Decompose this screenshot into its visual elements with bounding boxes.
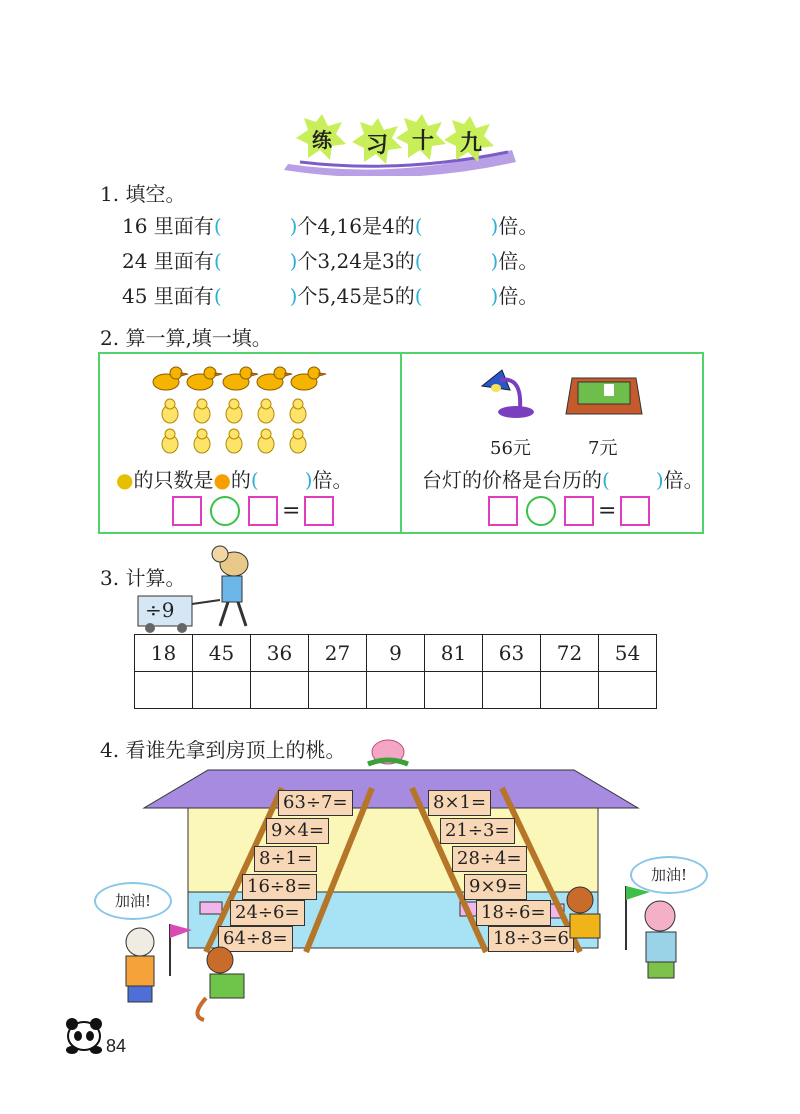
equation-box[interactable]: [248, 496, 278, 526]
cheer-bubble-right: 加油!: [630, 856, 708, 894]
cheer-bubble-left: 加油!: [94, 882, 172, 920]
dividend-cell: 27: [309, 635, 367, 672]
title-char-1: 练: [312, 128, 332, 152]
answer-cell[interactable]: [425, 672, 483, 709]
operator-circle[interactable]: [210, 496, 240, 526]
equation-box[interactable]: [488, 496, 518, 526]
answer-cell[interactable]: [135, 672, 193, 709]
left-ladder-step[interactable]: 63÷7=: [278, 790, 353, 816]
q1-row-2: 24 里面有( )个3,24是3的( )倍。: [122, 249, 539, 273]
table-row-dividends: [135, 635, 657, 672]
dividend-cell: 81: [425, 635, 483, 672]
right-ladder-step[interactable]: 9×9=: [464, 874, 527, 900]
title-banner: [280, 112, 520, 176]
dividend-cell: 54: [599, 635, 657, 672]
dividend-cell: 9: [367, 635, 425, 672]
equation-box[interactable]: [620, 496, 650, 526]
title-char-3: 十: [412, 128, 435, 154]
calendar-price: 7元: [588, 438, 618, 459]
q2-left-sentence: ●的只数是●的( )倍。: [116, 468, 353, 492]
q2-right-panel: [400, 352, 704, 534]
q2-right-sentence: 台灯的价格是台历的( )倍。: [422, 468, 704, 492]
left-ladder-step[interactable]: 24÷6=: [230, 900, 305, 926]
answer-cell[interactable]: [483, 672, 541, 709]
q1-row-3: 45 里面有( )个5,45是5的( )倍。: [122, 284, 539, 308]
answer-cell[interactable]: [251, 672, 309, 709]
desk-calendar-icon: [564, 372, 644, 420]
lamp-price: 56元: [490, 438, 531, 459]
q2-label: 2. 算一算,填一填。: [100, 326, 272, 350]
dividend-cell: 45: [193, 635, 251, 672]
answer-cell[interactable]: [367, 672, 425, 709]
duck-icon: ●: [213, 468, 231, 492]
left-ladder-step[interactable]: 16÷8=: [242, 874, 317, 900]
q2-right-equation: =: [484, 496, 654, 526]
answer-cell[interactable]: [541, 672, 599, 709]
right-ladder-step[interactable]: 8×1=: [428, 790, 491, 816]
left-ladder-step[interactable]: 64÷8=: [218, 926, 293, 952]
page-number: 84: [106, 1036, 127, 1056]
dividend-cell: 63: [483, 635, 541, 672]
equation-box[interactable]: [172, 496, 202, 526]
answer-cell[interactable]: [193, 672, 251, 709]
left-ladder-step[interactable]: 9×4=: [266, 818, 329, 844]
big-ducks-icon: [150, 364, 330, 394]
equation-box[interactable]: [564, 496, 594, 526]
q1-row-1: 16 里面有( )个4,16是4的( )倍。: [122, 214, 539, 238]
desk-lamp-icon: [476, 364, 540, 422]
equation-box[interactable]: [304, 496, 334, 526]
q2-left-equation: =: [168, 496, 338, 526]
chicks-grid-icon: [158, 398, 338, 458]
right-ladder-step[interactable]: 28÷4=: [452, 846, 527, 872]
divisor-label: ÷9: [145, 598, 175, 622]
title-char-2: 习: [366, 132, 389, 158]
right-ladder-step[interactable]: 18÷3=6: [488, 926, 574, 952]
panda-icon: [62, 1016, 108, 1056]
dividend-cell: 18: [135, 635, 193, 672]
dividend-cell: 36: [251, 635, 309, 672]
q2-left-panel: [98, 352, 402, 534]
q4-label: 4. 看谁先拿到房顶上的桃。: [100, 738, 346, 762]
answer-cell[interactable]: [309, 672, 367, 709]
monkey-and-pig-right-icon: [560, 880, 710, 990]
title-char-4: 九: [460, 130, 483, 156]
dividend-cell: 72: [541, 635, 599, 672]
q3-label: 3. 计算。: [100, 566, 186, 590]
left-ladder-step[interactable]: 8÷1=: [254, 846, 317, 872]
operator-circle[interactable]: [526, 496, 556, 526]
answer-cell[interactable]: [599, 672, 657, 709]
q3-table: [134, 634, 657, 709]
goat-and-monkey-left-icon: [100, 916, 280, 1026]
q1-label: 1. 填空。: [100, 182, 186, 206]
chick-icon: ●: [116, 468, 134, 492]
right-ladder-step[interactable]: 18÷6=: [476, 900, 551, 926]
table-row-answers: [135, 672, 657, 709]
right-ladder-step[interactable]: 21÷3=: [440, 818, 515, 844]
